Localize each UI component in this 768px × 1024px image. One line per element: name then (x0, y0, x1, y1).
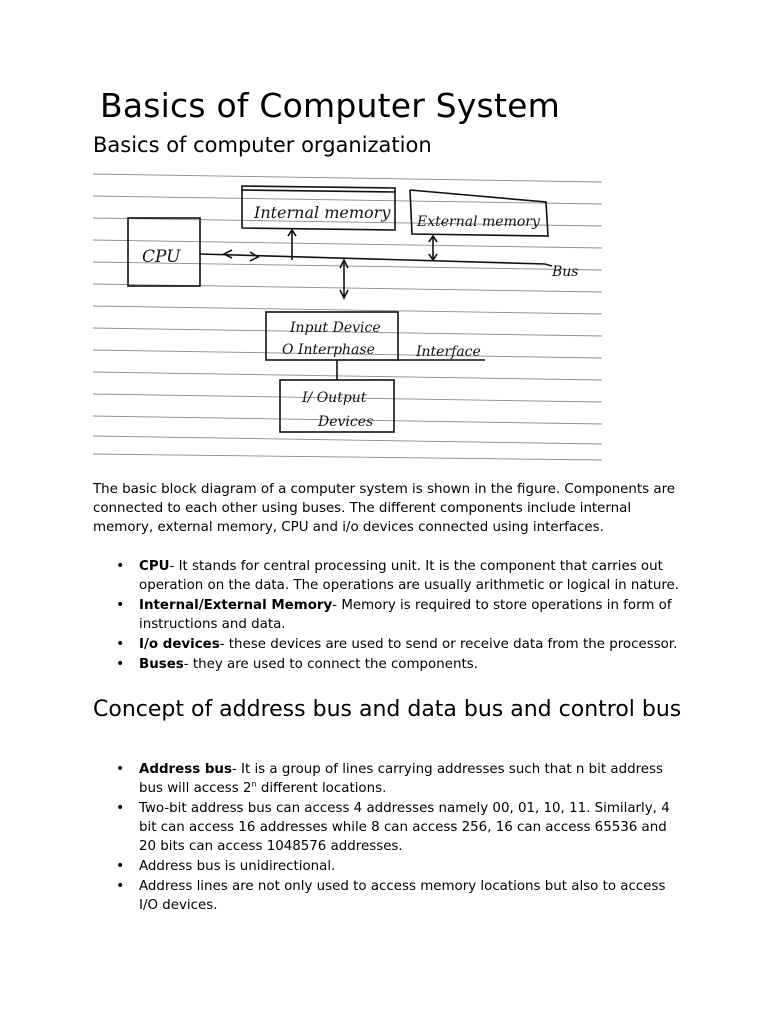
list-item: • Two-bit address bus can access 4 addresses namely 00, 01, 10, 11. Similarly, 4 bit can access 16 addresses while 8 can access 256, 16 can access 65536 and 20 bits can access 1048576 addresses. (139, 799, 684, 856)
list-item (139, 760, 684, 798)
section-title-buses: Concept of address bus and data bus and control bus (93, 697, 682, 722)
external-memory-label: External memory (417, 214, 540, 230)
io-devices-label-2: Devices (318, 414, 374, 430)
term: CPU (139, 559, 170, 574)
bus-list (139, 760, 684, 916)
page-title: Basics of Computer System (100, 86, 560, 125)
list-item (139, 596, 684, 634)
list-item (139, 655, 684, 674)
cpu-label: CPU (142, 247, 181, 267)
internal-memory-label: Internal memory (254, 203, 391, 222)
interface-label: Interface (416, 344, 481, 360)
intro-paragraph: The basic block diagram of a computer system is shown in the figure. Components are connected to each other using buses. The different components include internal memory, external memory, CPU and i/o devices connected using interfaces. (93, 482, 676, 535)
term: Internal/External Memory (139, 598, 333, 613)
definition: - they are used to connect the components. (183, 657, 478, 672)
interface-box-label-2: O Interphase (282, 342, 375, 358)
definition: - It stands for central processing unit. It is the component that carries out operation on the data. The operations are usually arithmetic or logical in nature. (139, 559, 680, 593)
section-title-organization: Basics of computer organization (93, 133, 432, 157)
term: Buses (139, 657, 184, 672)
definition-end: different locations. (256, 781, 387, 796)
list-item: • Address lines are not only used to access memory locations but also to access I/O devices. (139, 877, 684, 915)
term: Address bus (139, 762, 232, 777)
bus-label: Bus (552, 264, 579, 280)
list-item (139, 635, 684, 654)
term: I/o devices (139, 637, 220, 652)
block-diagram (90, 160, 610, 470)
definition: - Memory is required to store operations in form of instructions and data. (139, 598, 672, 632)
components-list (139, 557, 684, 675)
list-item: • Address bus is unidirectional. (139, 857, 684, 876)
list-item (139, 557, 684, 595)
superscript: n (251, 779, 257, 789)
definition: - these devices are used to send or receive data from the processor. (219, 637, 678, 652)
io-devices-label-1: I/ Output (302, 390, 367, 406)
interface-box-label-1: Input Device (290, 320, 381, 336)
definition: - It is a group of lines carrying addresses such that n bit address bus will access 2 (139, 762, 663, 796)
